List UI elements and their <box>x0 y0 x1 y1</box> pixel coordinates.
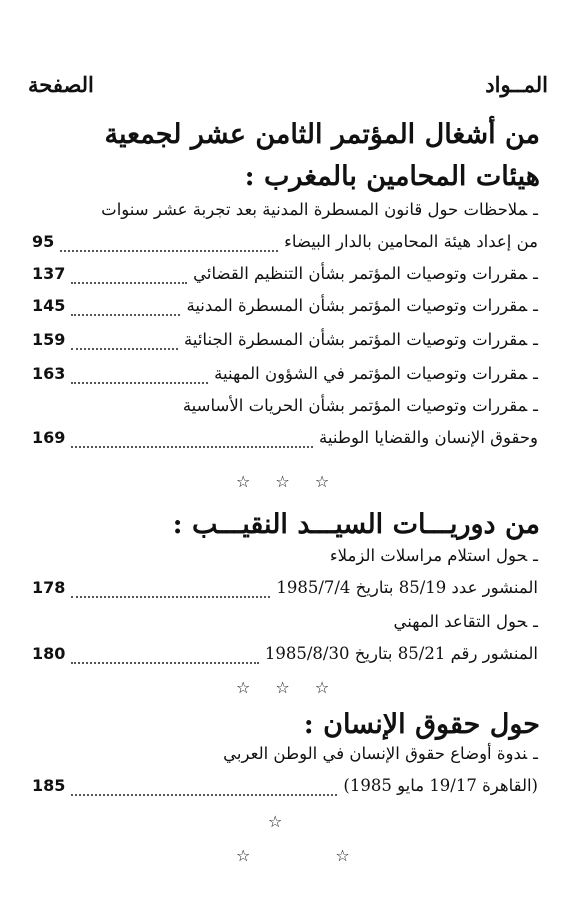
toc-row: ـمقررات وتوصيات المؤتمر بشأن التنظيم القضائي 137 <box>32 264 538 283</box>
section1-title-line2: هيئات المحامين بالمغرب : <box>244 161 540 192</box>
star-separator: ☆ ☆ ☆ <box>236 678 340 697</box>
contents-header <box>28 68 548 100</box>
toc-row: ـحول التقاعد المهني <box>393 612 538 631</box>
toc-row: وحقوق الإنسان والقضايا الوطنية 169 <box>32 428 538 447</box>
toc-row: ـمقررات وتوصيات المؤتمر في الشؤون المهنية 163 <box>32 364 538 383</box>
toc-row: المنشور عدد 85/19 بتاريخ 1985/7/4 178 <box>32 578 538 597</box>
toc-row: ـمقررات وتوصيات المؤتمر بشأن الحريات الأساسية <box>182 396 538 415</box>
section1-title-line1: من أشغال المؤتمر الثامن عشر لجمعية <box>104 119 540 150</box>
toc-row: ـندوة أوضاع حقوق الإنسان في الوطن العربي <box>223 744 538 763</box>
star-separator: ☆ <box>268 812 293 831</box>
section3-title: حول حقوق الإنسان : <box>303 709 540 740</box>
toc-row: ـحول استلام مراسلات الزملاء <box>329 546 538 565</box>
header-page-label: الصفحة <box>28 71 94 97</box>
star-separator: ☆ ☆ ☆ <box>236 472 340 491</box>
toc-row: ـملاحظات حول قانون المسطرة المدنية بعد تجربة عشر سنوات <box>101 200 538 219</box>
header-materials-label: المــواد <box>485 71 548 97</box>
section2-title: من دوريـــات السيـــد النقيـــب : <box>172 509 540 540</box>
toc-row: من إعداد هيئة المحامين بالدار البيضاء 95 <box>32 232 538 251</box>
toc-row: المنشور رقم 85/21 بتاريخ 1985/8/30 180 <box>32 644 538 663</box>
star-separator: ☆ ☆ <box>236 846 390 865</box>
toc-row: (القاهرة 19/17 مايو 1985) 185 <box>32 776 538 795</box>
toc-row: ـمقررات وتوصيات المؤتمر بشأن المسطرة الجنائية 159 <box>32 330 538 349</box>
toc-row: ـمقررات وتوصيات المؤتمر بشأن المسطرة المدنية 145 <box>32 296 538 315</box>
